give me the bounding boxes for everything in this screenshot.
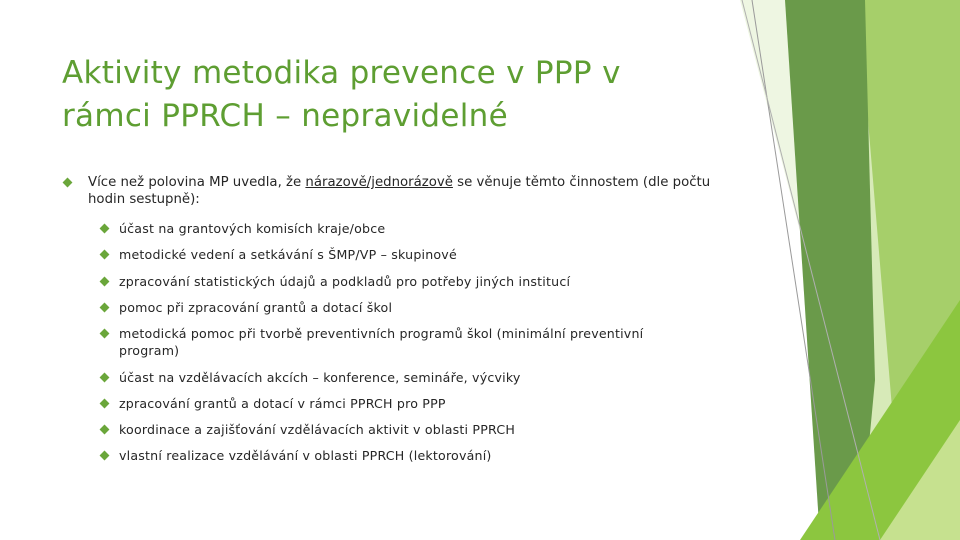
list-item-text: zpracování statistických údajů a podkladů pro potřeby jiných institucí — [119, 274, 571, 289]
list-item-text: vlastní realizace vzdělávání v oblasti PPRCH (lektorování) — [119, 448, 492, 463]
list-item-text: zpracování grantů a dotací v rámci PPRCH pro PPP — [119, 396, 446, 411]
main-text-after: se věnuje těmto činnostem (dle počtu hodin sestupně): — [88, 175, 711, 207]
list-item-text: pomoc při zpracování grantů a dotací škol — [119, 300, 393, 315]
slide-title — [62, 52, 742, 138]
main-bullet-text — [88, 174, 728, 208]
slide-title-line-2: rámci PPRCH – nepravidelné — [62, 98, 508, 134]
main-text-underlined: nárazově/jednorázově — [305, 175, 453, 190]
list-item-text: koordinace a zajišťování vzdělávacích aktivit v oblasti PPRCH — [119, 422, 515, 437]
list-item-text: účast na vzdělávacích akcích – konference, semináře, výcviky — [119, 370, 521, 385]
list-item-text: metodická pomoc při tvorbě preventivních programů škol (minimální preventivní program) — [119, 326, 644, 358]
list-item-text: metodické vedení a setkávání s ŠMP/VP – skupinové — [119, 247, 457, 262]
list-item-text: účast na grantových komisích kraje/obce — [119, 221, 386, 236]
slide-title-line-1: Aktivity metodika prevence v PPP v — [62, 55, 621, 91]
main-text-before: Více než polovina MP uvedla, že — [88, 175, 306, 190]
